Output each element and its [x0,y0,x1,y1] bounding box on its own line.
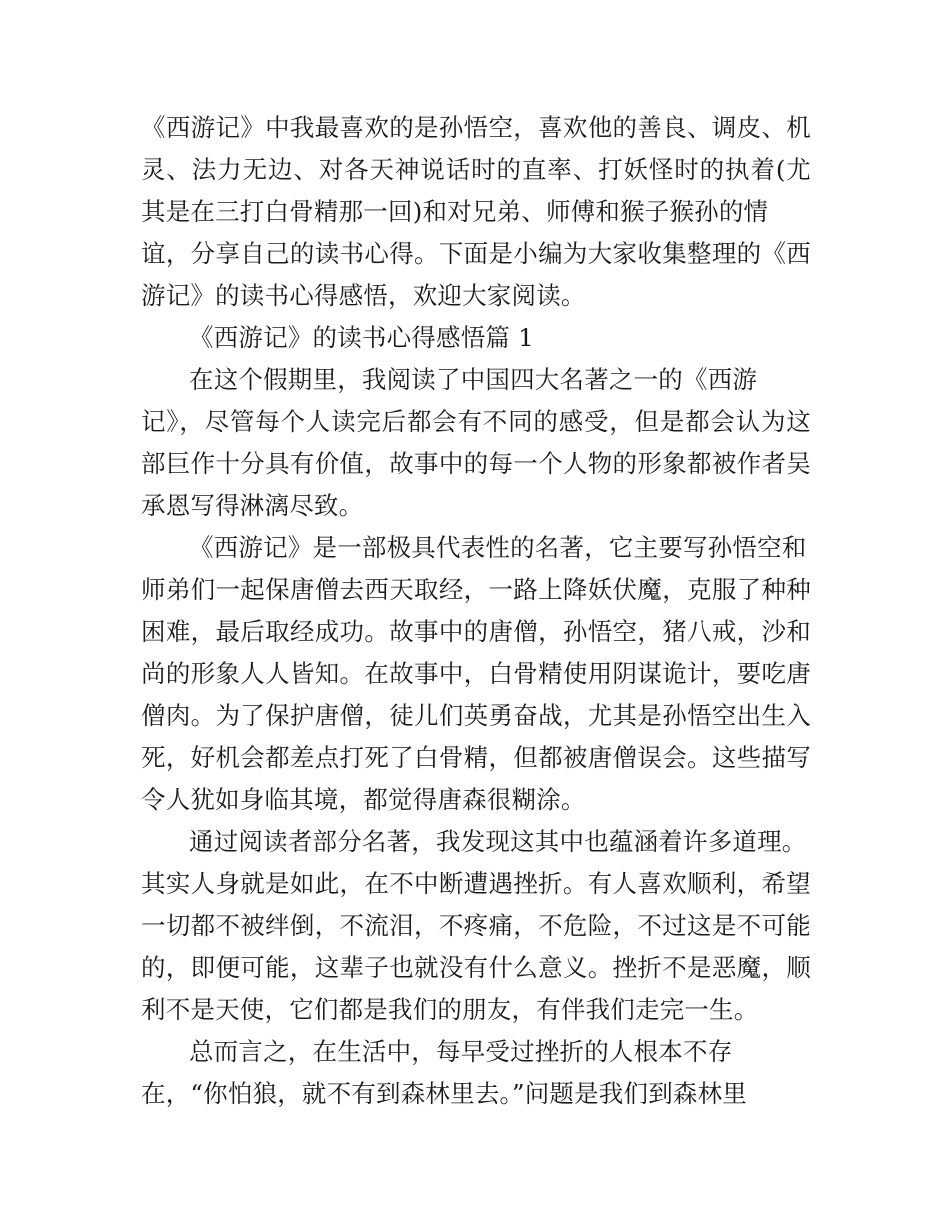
text-line: 其是在三打白骨精那一回)和对兄弟、师傅和猴子猴孙的情 [141,197,769,226]
section-heading: 《西游记》的读书心得感悟篇 1 [189,323,534,352]
text-line: 尚的形象人人皆知。在故事中，白骨精使用阴谋诡计，要吃唐 [141,659,811,688]
text-line: 困难，最后取经成功。故事中的唐僧，孙悟空，猪八戒，沙和 [141,617,811,646]
text-line: 师弟们一起保唐僧去西天取经，一路上降妖伏魔，克服了种种 [141,575,811,604]
text-line: 《西游记》中我最喜欢的是孙悟空，喜欢他的善良、调皮、机 [141,113,811,142]
text-line: 令人犹如身临其境，都觉得唐森很糊涂。 [141,785,586,814]
text-line: 承恩写得淋漓尽致。 [141,491,364,520]
text-line: 通过阅读者部分名著，我发现这其中也蕴涵着许多道理。 [189,827,807,856]
text-line: 其实人身就是如此，在不中断遭遇挫折。有人喜欢顺利，希望 [141,869,811,898]
text-line: 部巨作十分具有价值，故事中的每一个人物的形象都被作者吴 [141,449,811,478]
text-line: 《西游记》是一部极具代表性的名著，它主要写孙悟空和 [189,533,807,562]
text-line: 一切都不被绊倒，不流泪，不疼痛，不危险，不过这是不可能 [141,911,811,940]
text-line: 谊，分享自己的读书心得。下面是小编为大家收集整理的《西 [141,239,811,268]
text-line: 灵、法力无边、对各天神说话时的直率、打妖怪时的执着(尤 [141,155,811,184]
text-line: 在这个假期里，我阅读了中国四大名著之一的《西游 [189,365,758,394]
text-line: 记》，尽管每个人读完后都会有不同的感受，但是都会认为这 [141,407,811,436]
text-line: 僧肉。为了保护唐僧，徒儿们英勇奋战，尤其是孙悟空出生入 [141,701,811,730]
text-line: 的，即便可能，这辈子也就没有什么意义。挫折不是恶魔，顺 [141,953,811,982]
text-line: 总而言之，在生活中，每早受过挫折的人根本不存 [189,1037,733,1066]
text-line: 在，“你怕狼，就不有到森林里去。”问题是我们到森林里 [141,1079,747,1108]
text-line: 死，好机会都差点打死了白骨精，但都被唐僧误会。这些描写 [141,743,811,772]
text-line: 游记》的读书心得感悟，欢迎大家阅读。 [141,281,586,310]
text-line: 利不是天使，它们都是我们的朋友，有伴我们走完一生。 [141,995,759,1024]
